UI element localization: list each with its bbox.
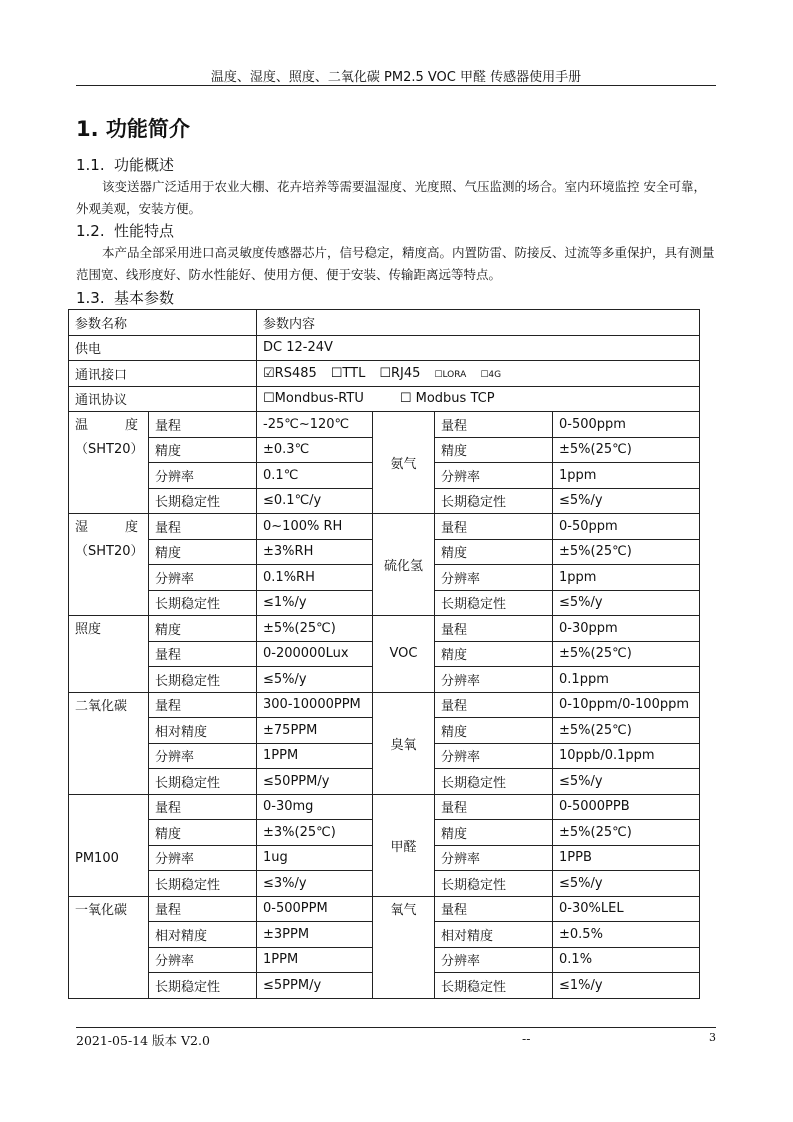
param-value: 1PPM bbox=[257, 743, 373, 769]
param-label: 供电 bbox=[69, 335, 257, 361]
group-name-char: 度 bbox=[124, 418, 138, 433]
param-value: 0-10ppm/0-100ppm bbox=[553, 692, 700, 718]
param-label: 分辨率 bbox=[435, 463, 553, 489]
group-illuminance: 照度 bbox=[69, 616, 149, 693]
subsection-number: 1.2. bbox=[76, 222, 105, 240]
param-value: 0.1% bbox=[553, 947, 700, 973]
group-ozone: 臭氧 bbox=[373, 692, 435, 794]
param-value: ±5%(25℃) bbox=[553, 820, 700, 846]
param-value: ±0.5% bbox=[553, 922, 700, 948]
param-value: 0.1ppm bbox=[553, 667, 700, 693]
param-label: 量程 bbox=[149, 514, 257, 540]
table-row bbox=[69, 412, 700, 438]
group-h2s: 硫化氢 bbox=[373, 514, 435, 616]
param-label: 长期稳定性 bbox=[435, 871, 553, 897]
group-pm: PM100 bbox=[69, 794, 149, 896]
param-value: ±5%(25℃) bbox=[257, 616, 373, 642]
group-temperature bbox=[69, 412, 149, 514]
param-label: 相对精度 bbox=[149, 718, 257, 744]
subsection-title: 功能概述 bbox=[114, 156, 175, 174]
param-label: 长期稳定性 bbox=[149, 590, 257, 616]
param-value: ≤1%/y bbox=[257, 590, 373, 616]
param-value: ±5%(25℃) bbox=[553, 539, 700, 565]
param-value: 1ppm bbox=[553, 565, 700, 591]
param-label: 分辨率 bbox=[435, 565, 553, 591]
subsection-heading-features bbox=[76, 220, 174, 241]
table-row bbox=[69, 794, 700, 820]
section-number: 1. bbox=[76, 117, 99, 141]
param-label: 长期稳定性 bbox=[435, 590, 553, 616]
param-value: ≤5%/y bbox=[553, 488, 700, 514]
header-cell: 参数名称 bbox=[69, 310, 257, 336]
group-voc: VOC bbox=[373, 616, 435, 693]
param-value: 0-500PPM bbox=[257, 896, 373, 922]
subsection-number: 1.3. bbox=[76, 289, 105, 307]
param-label: 长期稳定性 bbox=[435, 973, 553, 999]
param-value: ±0.3℃ bbox=[257, 437, 373, 463]
param-label: 长期稳定性 bbox=[149, 871, 257, 897]
overview-paragraph: 该变送器广泛适用于农业大棚、花卉培养等需要温湿度、光度照、气压监测的场合。室内环境监控 安全可靠，外观美观，安装方便。 bbox=[76, 179, 706, 216]
group-model: （SHT20） bbox=[75, 442, 144, 457]
param-label: 分辨率 bbox=[435, 667, 553, 693]
param-value: ±3%RH bbox=[257, 539, 373, 565]
protocol-options bbox=[257, 386, 700, 412]
param-value: ≤5%/y bbox=[553, 871, 700, 897]
param-label: 长期稳定性 bbox=[149, 973, 257, 999]
param-value: 1PPB bbox=[553, 845, 700, 871]
param-value: 10ppb/0.1ppm bbox=[553, 743, 700, 769]
subsection-title: 性能特点 bbox=[114, 222, 175, 240]
footer-separator: -- bbox=[522, 1031, 531, 1046]
param-value: 0-50ppm bbox=[553, 514, 700, 540]
group-name-char: 温 bbox=[75, 418, 89, 433]
param-label: 量程 bbox=[435, 514, 553, 540]
param-value: 0.1℃ bbox=[257, 463, 373, 489]
param-label: 分辨率 bbox=[435, 947, 553, 973]
param-label: 相对精度 bbox=[435, 922, 553, 948]
param-value: ≤5%/y bbox=[257, 667, 373, 693]
param-value: 0~100% RH bbox=[257, 514, 373, 540]
table-row-protocol bbox=[69, 386, 700, 412]
group-formaldehyde: 甲醛 bbox=[373, 794, 435, 896]
subsection-heading-overview bbox=[76, 154, 174, 175]
option-4g: ☐4G bbox=[480, 369, 502, 380]
param-value: ±5%(25℃) bbox=[553, 437, 700, 463]
param-value: ≤0.1℃/y bbox=[257, 488, 373, 514]
param-label: 通讯接口 bbox=[69, 361, 257, 387]
param-value: 0-30%LEL bbox=[553, 896, 700, 922]
param-label: 精度 bbox=[435, 437, 553, 463]
param-label: 长期稳定性 bbox=[435, 769, 553, 795]
table-row bbox=[69, 616, 700, 642]
param-label: 量程 bbox=[435, 616, 553, 642]
param-label: 分辨率 bbox=[149, 947, 257, 973]
param-value: 1ug bbox=[257, 845, 373, 871]
param-value: ≤5%/y bbox=[553, 590, 700, 616]
group-model: （SHT20） bbox=[75, 544, 144, 559]
header-cell: 参数内容 bbox=[257, 310, 700, 336]
table-row-supply bbox=[69, 335, 700, 361]
group-co: 一氧化碳 bbox=[69, 896, 149, 998]
param-value: 0-500ppm bbox=[553, 412, 700, 438]
option-rs485: ☑RS485 bbox=[263, 365, 317, 381]
table-row bbox=[69, 514, 700, 540]
param-label: 分辨率 bbox=[435, 845, 553, 871]
subsection-number: 1.1. bbox=[76, 156, 105, 174]
param-value: 1PPM bbox=[257, 947, 373, 973]
param-label: 分辨率 bbox=[149, 463, 257, 489]
features-paragraph: 本产品全部采用进口高灵敏度传感器芯片，信号稳定，精度高。内置防雷、防接反、过流等多重保护，具有测量范围宽、线形度好、防水性能好、使用方便、便于安装、传输距离远等特点。 bbox=[76, 245, 715, 282]
param-label: 相对精度 bbox=[149, 922, 257, 948]
param-value: 0-5000PPB bbox=[553, 794, 700, 820]
param-label: 精度 bbox=[435, 641, 553, 667]
param-value: DC 12-24V bbox=[257, 335, 700, 361]
section-title: 功能简介 bbox=[105, 117, 190, 141]
param-label: 精度 bbox=[149, 437, 257, 463]
option-modbus-rtu: ☐Mondbus-RTU bbox=[263, 391, 364, 407]
comm-options bbox=[257, 361, 700, 387]
param-label: 量程 bbox=[435, 412, 553, 438]
param-label: 精度 bbox=[149, 539, 257, 565]
param-value: ≤3%/y bbox=[257, 871, 373, 897]
parameter-table bbox=[68, 309, 700, 999]
param-label: 分辨率 bbox=[149, 743, 257, 769]
param-label: 量程 bbox=[149, 641, 257, 667]
group-humidity bbox=[69, 514, 149, 616]
param-value: ≤5%/y bbox=[553, 769, 700, 795]
table-row bbox=[69, 896, 700, 922]
param-label: 分辨率 bbox=[435, 743, 553, 769]
param-value: 0-30mg bbox=[257, 794, 373, 820]
param-label: 长期稳定性 bbox=[149, 667, 257, 693]
group-name-char: 湿 bbox=[75, 520, 89, 535]
param-label: 长期稳定性 bbox=[149, 488, 257, 514]
param-label: 长期稳定性 bbox=[435, 488, 553, 514]
option-ttl: ☐TTL bbox=[330, 365, 366, 381]
param-value: ≤50PPM/y bbox=[257, 769, 373, 795]
param-label: 精度 bbox=[435, 539, 553, 565]
param-value: ±3%(25℃) bbox=[257, 820, 373, 846]
param-value: 0.1%RH bbox=[257, 565, 373, 591]
param-label: 精度 bbox=[149, 820, 257, 846]
param-value: 300-10000PPM bbox=[257, 692, 373, 718]
table-header-row bbox=[69, 310, 700, 336]
param-label: 量程 bbox=[149, 794, 257, 820]
param-value: ±75PPM bbox=[257, 718, 373, 744]
group-oxygen: 氧气 bbox=[373, 896, 435, 998]
param-label: 量程 bbox=[435, 692, 553, 718]
param-value: ≤1%/y bbox=[553, 973, 700, 999]
param-value: ±5%(25℃) bbox=[553, 718, 700, 744]
group-nh3: 氨气 bbox=[373, 412, 435, 514]
param-label: 量程 bbox=[435, 896, 553, 922]
subsection-title: 基本参数 bbox=[114, 289, 175, 307]
footer-date-version: 2021-05-14 版本 V2.0 bbox=[76, 1033, 210, 1048]
param-label: 精度 bbox=[435, 820, 553, 846]
group-name-char: 度 bbox=[124, 520, 138, 535]
param-label: 分辨率 bbox=[149, 845, 257, 871]
subsection-heading-params bbox=[76, 287, 174, 308]
section-heading bbox=[76, 113, 190, 143]
param-label: 量程 bbox=[435, 794, 553, 820]
page-header: 温度、湿度、照度、二氧化碳 PM2.5 VOC 甲醛 传感器使用手册 bbox=[210, 70, 582, 85]
table-row bbox=[69, 692, 700, 718]
footer-rule bbox=[76, 1027, 716, 1028]
option-lora: ☐LORA bbox=[434, 369, 467, 380]
param-value: 0-30ppm bbox=[553, 616, 700, 642]
param-label: 精度 bbox=[149, 616, 257, 642]
param-value: ±5%(25℃) bbox=[553, 641, 700, 667]
param-label: 量程 bbox=[149, 412, 257, 438]
param-label: 通讯协议 bbox=[69, 386, 257, 412]
param-value: 0-200000Lux bbox=[257, 641, 373, 667]
header-rule bbox=[76, 85, 716, 86]
option-rj45: ☐RJ45 bbox=[379, 365, 421, 381]
table-row-comm bbox=[69, 361, 700, 387]
option-modbus-tcp: ☐ Modbus TCP bbox=[399, 391, 495, 407]
param-value: ±3PPM bbox=[257, 922, 373, 948]
page-number: 3 bbox=[709, 1031, 716, 1044]
param-value: ≤5PPM/y bbox=[257, 973, 373, 999]
param-value: -25℃~120℃ bbox=[257, 412, 373, 438]
param-label: 精度 bbox=[435, 718, 553, 744]
group-co2: 二氧化碳 bbox=[69, 692, 149, 794]
param-label: 量程 bbox=[149, 896, 257, 922]
param-label: 量程 bbox=[149, 692, 257, 718]
param-label: 长期稳定性 bbox=[149, 769, 257, 795]
param-value: 1ppm bbox=[553, 463, 700, 489]
param-label: 分辨率 bbox=[149, 565, 257, 591]
